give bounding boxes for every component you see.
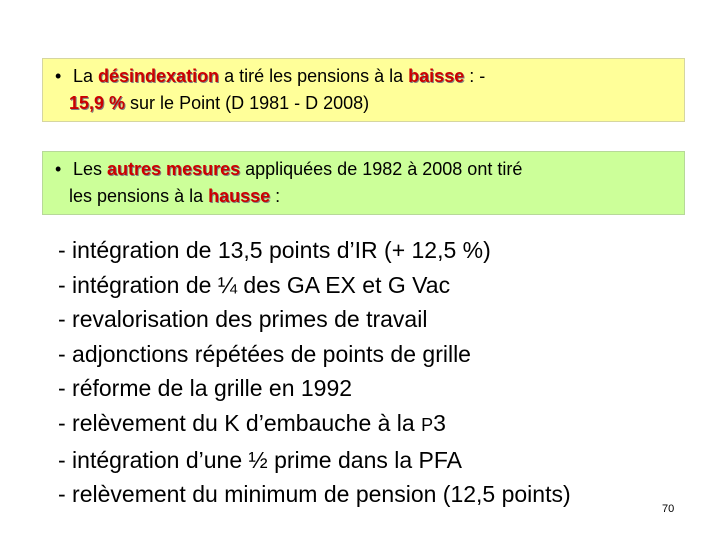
list-item: - relèvement du minimum de pension (12,5 points)	[58, 481, 571, 508]
autres-mesures-box	[42, 151, 685, 215]
box1-line1: • La désindexation a tiré les pensions à la baisse : -	[55, 63, 684, 90]
bullet: •	[55, 159, 62, 179]
desindexation-box	[42, 58, 685, 122]
box2-line2: les pensions à la hausse :	[69, 186, 281, 206]
highlight-baisse: baisse	[408, 66, 465, 86]
list-item: - revalorisation des primes de travail	[58, 306, 428, 333]
highlight-hausse: hausse	[208, 186, 271, 206]
list-item: - intégration de 13,5 points d’IR (+ 12,5 %)	[58, 237, 491, 263]
list-item: - intégration de ¼ des GA EX et G Vac	[58, 271, 451, 298]
highlight-autres-mesures: autres mesures	[107, 159, 241, 179]
box1-line2: 15,9 % sur le Point (D 1981 - D 2008)	[69, 93, 370, 113]
highlight-percentage: 15,9 %	[69, 93, 126, 113]
box2-line1: • Les autres mesures appliquées de 1982 à 2008 ont tiré	[55, 156, 684, 183]
bullet: •	[55, 66, 62, 86]
page-number: 70	[662, 503, 675, 515]
measures-list	[58, 233, 571, 512]
list-item: - intégration d’une ½ prime dans la PFA	[58, 446, 463, 473]
highlight-desindexation: désindexation	[98, 66, 220, 86]
list-item: - réforme de la grille en 1992	[58, 375, 353, 402]
list-item: - relèvement du K d’embauche à la P3	[58, 409, 446, 436]
list-item: - adjonctions répétées de points de grille	[58, 340, 471, 367]
